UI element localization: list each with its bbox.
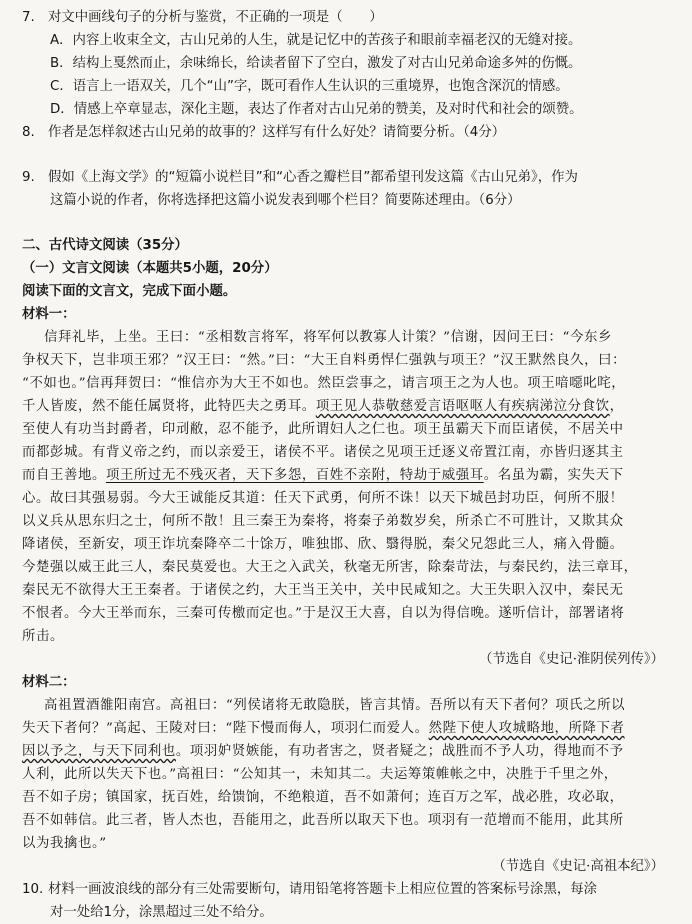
text-segment: 心。故曰其强易弱。今大王诚能反其道：任天下武勇，何所不诛！以天下城邑封功臣，何所不服！: [22, 491, 624, 506]
text-segment: 高祖置酒雒阳南宫。高祖曰：“列侯诸将无敢隐朕，皆言其情。吾所以有天下者何？项氏之所以: [44, 698, 626, 713]
question-number: 9.: [22, 170, 35, 185]
question-number: 10.: [22, 882, 44, 897]
text-segment: 人利，此所以失天下也。”高祖曰：“公知其一，未知其二。夫运筹策帷帐之中，决胜于千里之外，: [22, 767, 618, 782]
text-line: [22, 326, 670, 349]
text-segment: ，: [609, 399, 624, 414]
text-line: [22, 487, 670, 510]
question-7: [22, 6, 670, 29]
text-segment: 千人皆废，然不能任属贤将，此特匹夫之勇耳。: [22, 399, 316, 414]
question-10: [22, 878, 670, 901]
text-line: [22, 763, 670, 786]
question-8: [22, 121, 670, 144]
text-segment: 至使人有功当封爵者，印刓敝，忍不能予，此所谓妇人之仁也。项王虽霸天下而臣诸侯，不居关中: [22, 422, 624, 437]
text-segment: 吾不如子房；镇国家，抚百姓，给馈饷，不绝粮道，吾不如萧何；连百万之军，战必胜，攻必取，: [22, 790, 624, 805]
text-line: [22, 809, 670, 832]
text-line: [22, 349, 670, 372]
question-number: 8.: [22, 125, 35, 140]
text-segment: 降诸侯，至新安，项王诈坑秦降卒二十馀万，唯独邯、欣、翳得脱，秦父兄怨此三人，痛入骨髓。: [22, 537, 624, 552]
wavy-underlined-text: 项王见人恭敬慈爱言语呕呕人有疾病涕泣分食饮: [315, 399, 610, 414]
reading-instruction: 阅读下面的文言文，完成下面小题。: [22, 284, 237, 299]
text-segment: 秦民无不欲得大王王秦者。于诸侯之约，大王当王关中，关中民咸知之。大王失职入汉中，秦民无: [22, 583, 624, 598]
question-stem-line-1: 材料一画波浪线的部分有三处需要断句，请用铅笔将答题卡上相应位置的答案标号涂黑，每涂: [48, 882, 598, 897]
text-segment: 。名虽为霸，实失天下: [483, 468, 624, 483]
material-2-label: 材料二：: [22, 675, 76, 690]
subsection-title: （一）文言文阅读（本题共5小题，20分）: [22, 261, 278, 276]
question-stem-line-1: 假如《上海文学》的“短篇小说栏目”和“心香之瓣栏目”都希望刊发这篇《古山兄弟》，作为: [48, 170, 578, 185]
text-line: [22, 395, 670, 418]
text-line: [22, 441, 670, 464]
text-line: [22, 510, 670, 533]
text-line: [22, 418, 670, 441]
section-title: 二、古代诗文阅读（35分）: [22, 238, 188, 253]
material-1-source: （节选自《史记·淮阴侯列传》）: [478, 652, 664, 667]
text-segment: 而自王善地。: [22, 468, 106, 483]
text-line: [22, 372, 670, 395]
text-line: [22, 533, 670, 556]
text-line: [22, 717, 670, 740]
wavy-underlined-text: 因以予之，与天下同利也: [22, 744, 176, 759]
question-9: [22, 166, 670, 189]
text-segment: 。项羽妒贤嫉能，有功者害之，贤者疑之；战胜而不予人功，得地而不予: [175, 744, 624, 759]
text-line: [22, 740, 670, 763]
material-1-text: [22, 326, 670, 648]
question-stem: 作者是怎样叙述古山兄弟的故事的？这样写有什么好处？请简要分析。（4分）: [48, 125, 506, 140]
text-line: [22, 579, 670, 602]
text-segment: 而都彭城。有背义帝之约，而以亲爱王，诸侯不平。诸侯之见项王迁逐义帝置江南，亦皆归逐其主: [22, 445, 624, 460]
text-segment: 所击。: [22, 629, 64, 644]
material-1-label: 材料一：: [22, 307, 76, 322]
text-line: [22, 786, 670, 809]
option-a: A．内容上收束全文，古山兄弟的人生，就是记忆中的苦孩子和眼前幸福老汉的无缝对接。: [50, 33, 582, 48]
text-segment: 争权天下，岂非项王邪？”汉王曰：“然。”曰：“大王自料勇悍仁强孰与项王？”汉王默然良久，曰：: [22, 353, 627, 368]
question-number: 7.: [22, 10, 35, 25]
text-line: [22, 556, 670, 579]
material-2-text: [22, 694, 670, 855]
text-line: [22, 694, 670, 717]
text-segment: 不恨者。今大王举而东，三秦可传檄而定也。”于是汉王大喜，自以为得信晚。遂听信计，部署诸将: [22, 606, 625, 621]
text-line: [22, 832, 670, 855]
option-b: B．结构上戛然而止，余味绵长，给读者留下了空白，激发了对古山兄弟命途多舛的伤慨。: [50, 56, 582, 71]
text-segment: 以义兵从思东归之士，何所不散！且三秦王为秦将，将秦子弟数岁矣，所杀亡不可胜计，又欺其众: [22, 514, 624, 529]
text-line: [22, 602, 670, 625]
text-segment: 以为我擒也。”: [22, 836, 107, 851]
option-c: C．语言上一语双关，几个“山”字，既可看作人生认识的三重境界，也饱含深沉的情感。: [50, 79, 569, 94]
question-stem-line-2: 这篇小说的作者，你将选择把这篇小说发表到哪个栏目？简要陈述理由。（6分）: [50, 193, 521, 208]
text-segment: “不如也。”信再拜贺曰：“惟信亦为大王不如也。然臣尝事之，请言项王之为人也。项王喑噁叱咤，: [22, 376, 626, 391]
question-stem-line-2: 对一处给1分，涂黑超过三处不给分。: [50, 905, 273, 920]
question-stem: 对文中画线句子的分析与鉴赏，不正确的一项是（ ）: [48, 10, 383, 25]
text-line: [22, 464, 670, 487]
text-segment: 信拜礼毕，上坐。王曰：“丞相数言将军，将军何以教寡人计策？”信谢，因问王曰：“今东乡: [44, 330, 612, 345]
option-d: D．情感上卒章显志，深化主题，表达了作者对古山兄弟的赞美，及对时代和社会的颂赞。: [50, 102, 583, 117]
text-segment: 失天下者何？”高起、王陵对曰：“陛下慢而侮人，项羽仁而爱人。: [22, 721, 429, 736]
text-segment: 今楚强以威王此三人，秦民莫爱也。大王之入武关，秋毫无所害，除秦苛法，与秦民约，法三章耳，: [22, 560, 638, 575]
material-2-source: （节选自《史记·高祖本纪》）: [492, 859, 664, 874]
underlined-text: 项王所过无不残灭者，天下多怨，百姓不亲附，特劫于威强耳: [105, 468, 484, 483]
text-segment: 吾不如韩信。此三者，皆人杰也，吾能用之，此吾所以取天下也。项羽有一范增而不能用，此其所: [22, 813, 624, 828]
wavy-underlined-text: 然陛下使人攻城略地，所降下者: [428, 721, 625, 736]
text-line: [22, 625, 670, 648]
